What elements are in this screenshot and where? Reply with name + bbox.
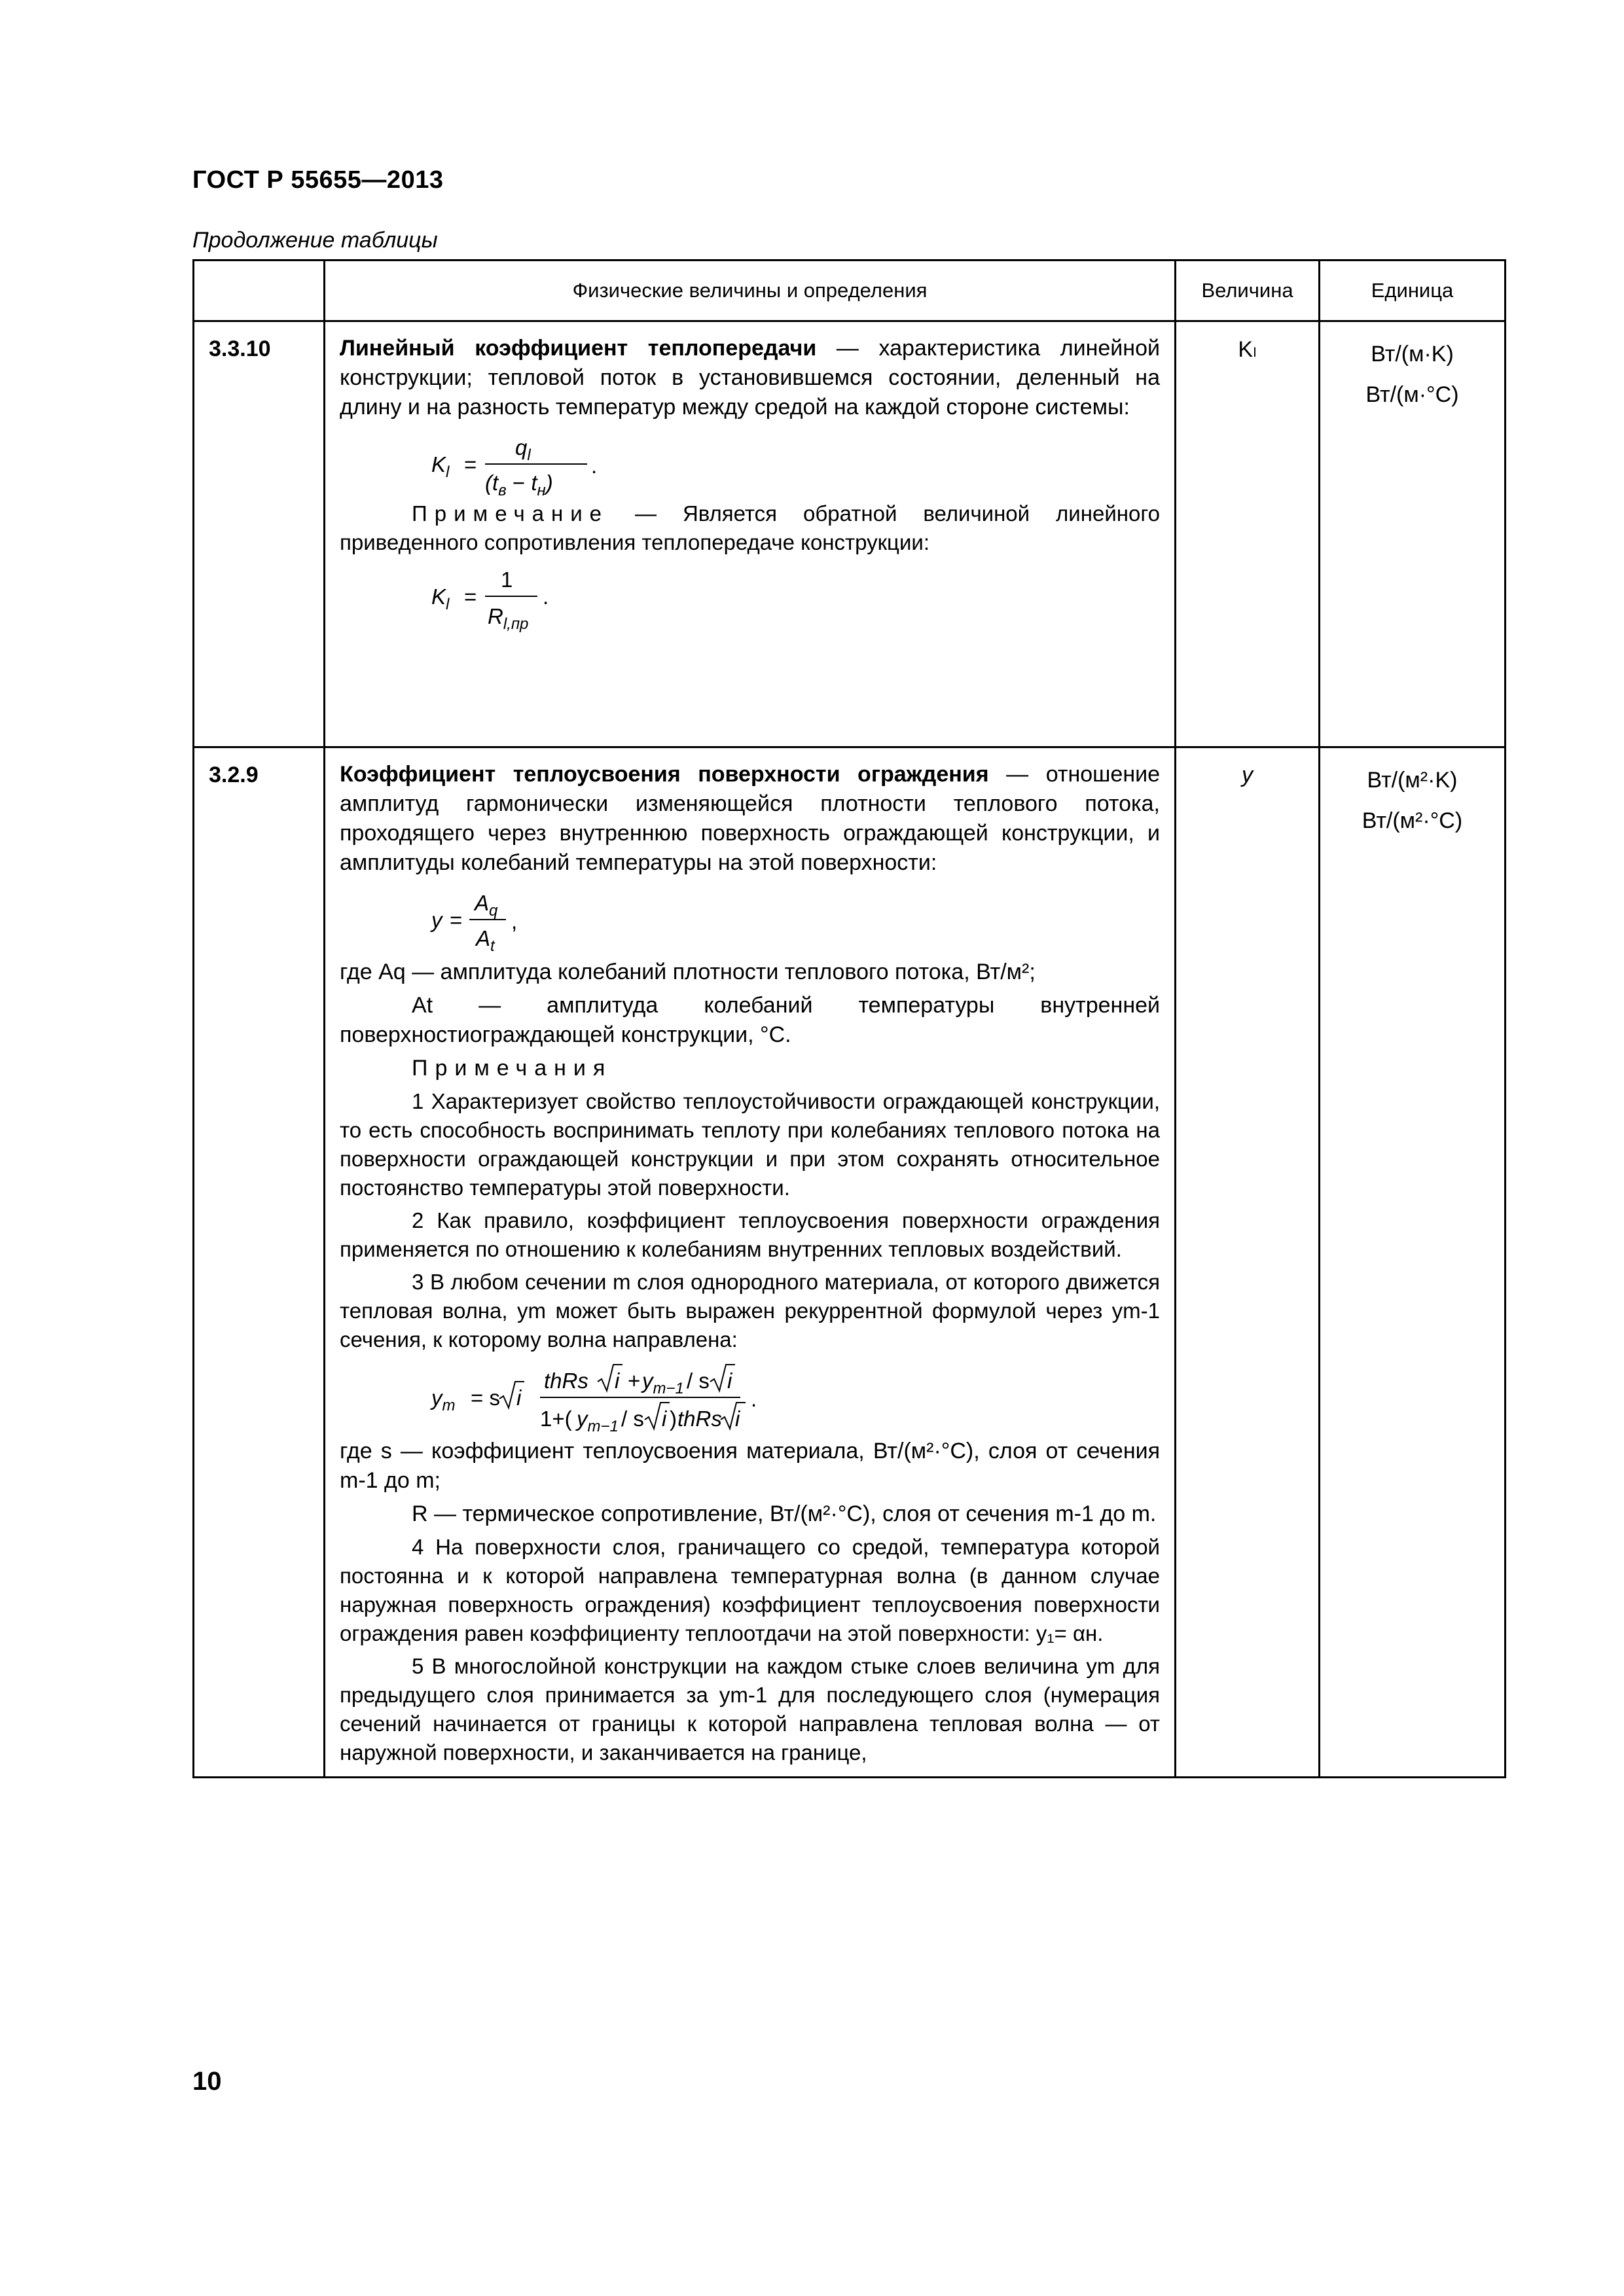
svg-text:(tв − tн): $(t_в - t_н)$ xyxy=(485,471,553,498)
svg-text:i: i xyxy=(615,1369,620,1393)
formula-heat-absorption xyxy=(340,882,1160,958)
unit-secondary: Вт/(м·°С) xyxy=(1365,382,1459,407)
svg-text:i: i xyxy=(735,1407,740,1431)
where-s: где s — коэффициент теплоусвоения материала, Вт/(м²·°С), слоя от сечения m-1 до m; xyxy=(340,1439,1160,1493)
svg-text:=: = xyxy=(464,584,477,609)
note-3: 3 В любом сечении m слоя однородного материала, от которого движется тепловая волна, ym может быть выражен рекуррентной формулой через ym-1 сечения, к которому волна направлена: xyxy=(340,1270,1160,1352)
svg-text:=: = xyxy=(464,452,477,476)
svg-text:= s: = s xyxy=(471,1386,500,1410)
row-symbol: y xyxy=(1176,747,1320,1778)
row-symbol: Kₗ xyxy=(1176,321,1320,747)
where-r: R — термическое сопротивление, Вт/(м²·°С), слоя от сечения m-1 до m. xyxy=(412,1501,1157,1526)
svg-text:/ s: / s xyxy=(621,1407,644,1431)
where-aq: где Aq — амплитуда колебаний плотности теплового потока, Вт/м²; xyxy=(340,960,1036,984)
formula-kl-equation xyxy=(340,426,667,498)
svg-text:Rl,пр: $R_{l,пр}$ xyxy=(488,604,529,633)
svg-text:Kl: $K_l$ xyxy=(431,584,450,613)
svg-text:i: i xyxy=(727,1369,732,1393)
table-row xyxy=(194,747,1506,1778)
formula-linear-coefficient xyxy=(340,426,1160,499)
definitions-table xyxy=(192,259,1506,1778)
svg-text:ym−1: $y_{m-1}$ xyxy=(577,1407,619,1435)
svg-text:i: i xyxy=(662,1407,667,1431)
header-unit: Единица xyxy=(1320,260,1506,321)
row-number: 3.2.9 xyxy=(194,747,325,1778)
row-units xyxy=(1320,321,1506,747)
svg-text:i: i xyxy=(516,1386,522,1410)
table-caption: Продолжение таблицы xyxy=(192,228,438,253)
svg-text:,: , xyxy=(511,909,518,933)
definition-text: — характеристика линейной конструкции; тепловой поток в установившемся состоянии, деленный на длину и на разность температур между средой на каждой стороне системы: xyxy=(340,336,1160,420)
svg-text:At: $A_t$ xyxy=(476,926,495,955)
term: Линейный коэффициент теплопередачи xyxy=(340,336,817,361)
row-definition xyxy=(325,321,1176,747)
term: Коэффициент теплоусвоения поверхности ограждения xyxy=(340,762,989,787)
table-header-row xyxy=(194,260,1506,321)
svg-text:.: . xyxy=(543,584,549,609)
unit-secondary: Вт/(м²·°С) xyxy=(1362,808,1463,833)
unit-primary: Вт/(м²·K) xyxy=(1367,768,1458,793)
note-4: 4 На поверхности слоя, граничащего со средой, температура которой постоянна и к которой направлена температурная волна (в данном случае наружная поверхность ограждения) коэффициент теплоусвоения поверхности ограждения равен коэффициенту теплоотдачи на этой поверхности: y₁= αн. xyxy=(340,1535,1160,1645)
header-quantity: Величина xyxy=(1176,260,1320,321)
table-row xyxy=(194,321,1506,747)
formula-kl-inverse xyxy=(340,561,667,633)
page-number: 10 xyxy=(192,2067,222,2096)
svg-text:.: . xyxy=(591,454,598,478)
header-empty xyxy=(194,260,325,321)
svg-text:=: = xyxy=(450,908,463,932)
formula-inverse-resistance xyxy=(340,561,1160,634)
svg-text:.: . xyxy=(751,1387,757,1411)
unit-primary: Вт/(м·K) xyxy=(1371,342,1454,367)
note-5: 5 В многослойной конструкции на каждом стыке слоев величина ym для предыдущего слоя принимается за ym-1 для последующего слоя (нумерация сечений начинается от границы к которой направлена тепловая волна — от наружной поверхности, и заканчивается на границе, xyxy=(340,1654,1160,1765)
svg-text:thRs: thRs xyxy=(677,1407,722,1431)
note-1: 1 Характеризует свойство теплоустойчивости ограждающей конструкции, то есть способность воспринимать теплоту при колебаниях теплового потока на поверхности ограждающей конструкции и при этом сохранять относительное постоянство температуры этой поверхности. xyxy=(340,1089,1160,1200)
formula-y-equation xyxy=(340,882,667,958)
svg-text:Kl: $K_l$ xyxy=(431,452,450,481)
row-units xyxy=(1320,747,1506,1778)
notes-label: Примечания xyxy=(412,1056,613,1081)
note-label: Примечание xyxy=(412,501,609,526)
standard-code: ГОСТ Р 55655—2013 xyxy=(192,166,444,194)
where-at: At — амплитуда колебаний температуры внутренней поверхностиограждающей конструкции, °С. xyxy=(340,993,1160,1047)
svg-text:1+(: 1+( xyxy=(540,1407,572,1431)
note-2: 2 Как правило, коэффициент теплоусвоения поверхности ограждения применяется по отношению к колебаниям внутренних тепловых воздействий. xyxy=(340,1208,1160,1261)
formula-recurrent xyxy=(340,1358,1160,1437)
svg-text:y: y xyxy=(431,908,442,932)
svg-text:ql: $q_l$ xyxy=(515,435,531,464)
svg-text:Aq: $A_q$ xyxy=(475,891,498,920)
row-number: 3.3.10 xyxy=(194,321,325,747)
svg-text:): ) xyxy=(670,1407,677,1431)
svg-text:ym: $y_m$ xyxy=(431,1386,456,1414)
row-definition xyxy=(325,747,1176,1778)
definition-text: — отношение амплитуд гармонически изменяющейся плотности теплового потока, проходящего через внутреннюю поверхность ограждающей конструкции, и амплитуды колебаний температуры на этой поверхности: xyxy=(340,762,1160,875)
svg-text:ym−1: $y_{m-1}$ xyxy=(642,1369,684,1397)
svg-text:1: 1 xyxy=(501,567,513,592)
svg-text:thRs: thRs xyxy=(544,1369,588,1393)
svg-text:+: + xyxy=(628,1369,641,1393)
svg-text:/ s: / s xyxy=(687,1369,710,1393)
note-text: — Является обратной величиной линейного приведенного сопротивления теплопередаче конструкции: xyxy=(340,501,1160,554)
formula-ym-equation xyxy=(340,1358,811,1437)
header-definitions: Физические величины и определения xyxy=(325,260,1176,321)
